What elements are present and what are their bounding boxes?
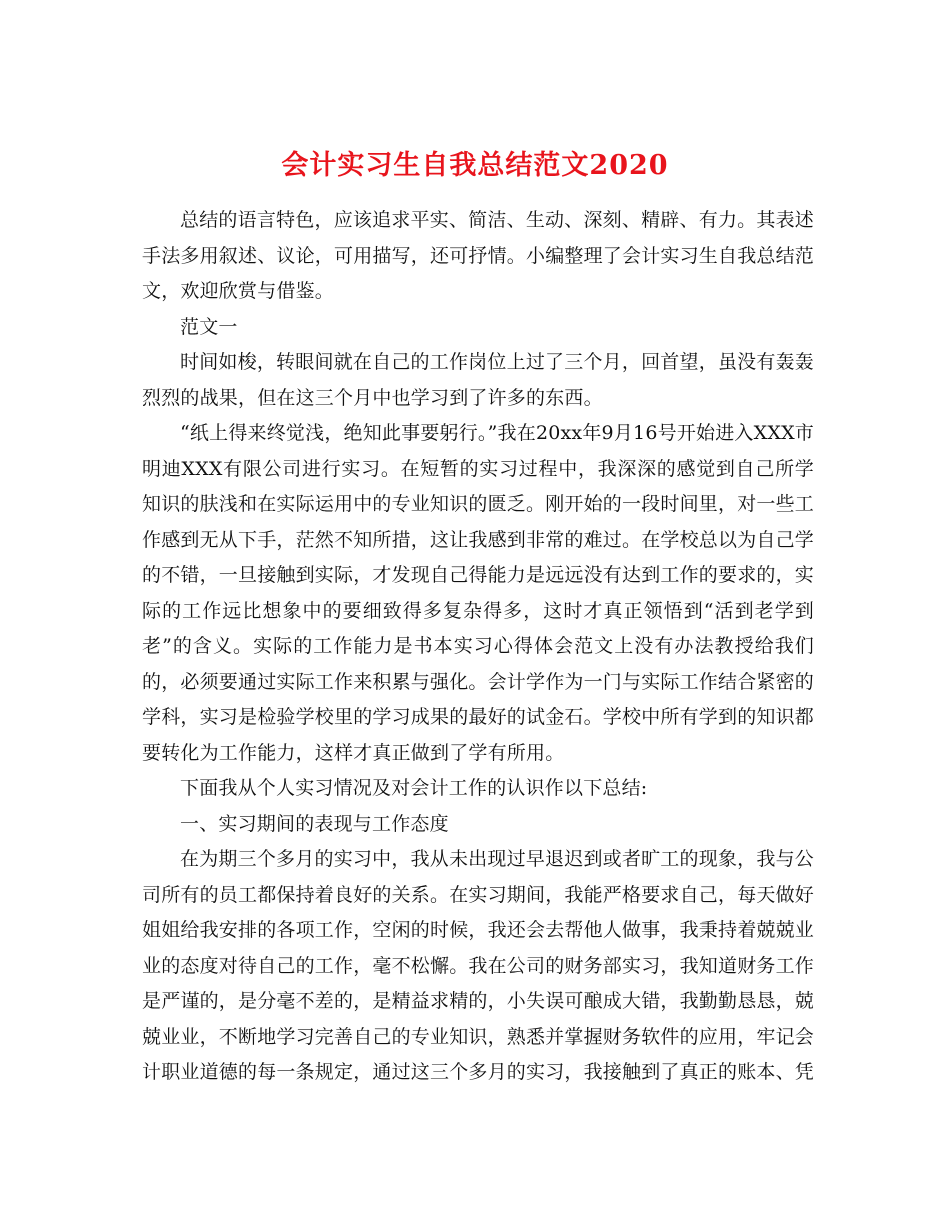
paragraph-internship-experience: “纸上得来终觉浅，绝知此事要躬行。”我在20xx年9月16号开始进入XXX市明迪XXX有限公司进行实习。在短暂的实习过程中，我深深的感觉到自己所学知识的肤浅和在实际运用中的专业知识的匮乏。刚开始的一段时间里，对一些工作感到无从下手，茫然不知所措，这让我感到非常的难过。在学校总以为自己学的不错，一旦接触到实际，才发现自己得能力是远远没有达到工作的要求的，实际的工作远比想象中的要细致得多复杂得多，这时才真正领悟到“活到老学到老”的含义。实际的工作能力是书本实习心得体会范文上没有办法教授给我们的，必须要通过实际工作来积累与强化。会计学作为一门与实际工作结合紧密的学科，实习是检验学校里的学习成果的最好的试金石。学校中所有学到的知识都要转化为工作能力，这样才真正做到了学有所用。 bbox=[142, 422, 815, 764]
document-body bbox=[142, 203, 814, 1091]
paragraph-summary-lead: 下面我从个人实习情况及对会计工作的认识作以下总结: bbox=[180, 777, 648, 799]
paragraph-sample-heading: 范文一 bbox=[180, 315, 238, 338]
paragraph-performance: 在为期三个多月的实习中，我从未出现过早退迟到或者旷工的现象，我与公司所有的员工都保持着良好的关系。在实习期间，我能严格要求自己，每天做好姐姐给我安排的各项工作，空闲的时候，我还会去帮他人做事，我秉持着兢兢业业的态度对待自己的工作，毫不松懈。我在公司的财务部实习，我知道财务工作是严谨的，是分毫不差的，是精益求精的，小失误可酿成大错，我勤勤恳恳，兢兢业业，不断地学习完善自己的专业知识，熟悉并掌握财务软件的应用，牢记会计职业道德的每一条规定，通过这三个多月的实习，我接触到了真正的账本、凭 bbox=[142, 848, 815, 1083]
paragraph-time-flies: 时间如梭，转眼间就在自己的工作岗位上过了三个月，回首望，虽没有轰轰烈烈的战果，但在这三个月中也学习到了许多的东西。 bbox=[142, 351, 814, 409]
section-heading-performance: 一、实习期间的表现与工作态度 bbox=[180, 812, 449, 835]
document-title: 会计实习生自我总结范文2020 bbox=[281, 150, 669, 182]
paragraph-intro: 总结的语言特色，应该追求平实、简洁、生动、深刻、精辟、有力。其表述手法多用叙述、议论，可用描写，还可抒情。小编整理了会计实习生自我总结范文，欢迎欣赏与借鉴。 bbox=[142, 209, 815, 302]
